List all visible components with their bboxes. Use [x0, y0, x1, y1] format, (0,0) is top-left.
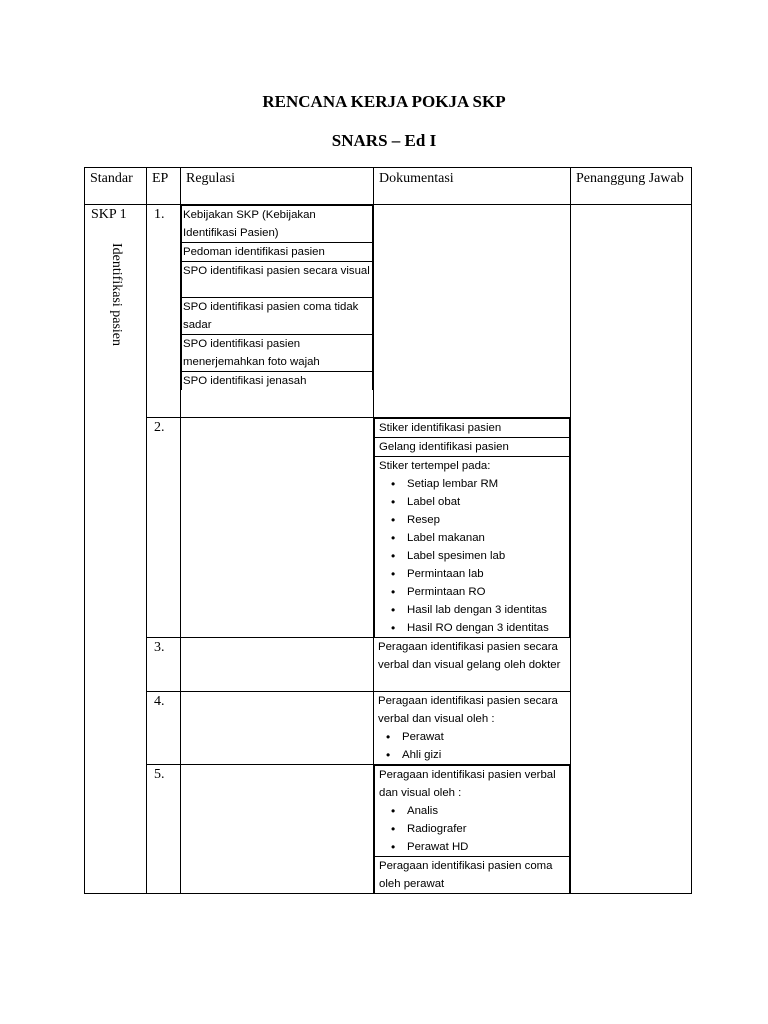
ep-number-cell: 3.: [147, 638, 181, 692]
dokumentasi-item: [375, 766, 570, 857]
table-header-row: [85, 168, 692, 205]
regulasi-item: SPO identifikasi jenasah: [182, 372, 373, 391]
regulasi-item: SPO identifikasi pasien secara visual: [182, 262, 373, 298]
regulasi-item: Pedoman identifikasi pasien: [182, 243, 373, 262]
dokumentasi-cell: [374, 692, 571, 765]
regulasi-cell: [181, 765, 374, 894]
header-penanggung-jawab: Penanggung Jawab: [571, 168, 692, 205]
regulasi-item: SPO identifikasi pasien coma tidak sadar: [182, 298, 373, 335]
penanggung-jawab-cell: [571, 205, 692, 894]
table-row: [85, 205, 692, 418]
standar-cell: [85, 205, 147, 894]
dokumentasi-text: Peragaan identifikasi pasien secara verbal dan visual oleh :: [378, 695, 558, 725]
dokumentasi-cell: [374, 205, 571, 418]
header-dokumentasi: Dokumentasi: [374, 168, 571, 205]
list-item: • Radiografer: [399, 820, 569, 838]
list-item: • Ahli gizi: [394, 746, 570, 764]
list-item: • Label obat: [399, 493, 569, 511]
list-item: • Resep: [399, 511, 569, 529]
standar-name: Identifikasi pasien: [109, 243, 124, 347]
list-item: • Hasil lab dengan 3 identitas: [399, 601, 569, 619]
regulasi-cell: [181, 638, 374, 692]
regulasi-item: SPO identifikasi pasien menerjemahkan foto wajah: [182, 335, 373, 372]
list-item: • Label spesimen lab: [399, 547, 569, 565]
list-item: • Perawat HD: [399, 838, 569, 856]
ep-number-cell: 2.: [147, 418, 181, 638]
dokumentasi-text: Peragaan identifikasi pasien secara verbal dan visual gelang oleh dokter: [378, 641, 561, 671]
list-item: • Hasil RO dengan 3 identitas: [399, 619, 569, 637]
standar-code: SKP 1: [91, 207, 127, 222]
document-subtitle: SNARS – Ed I: [331, 131, 437, 150]
regulasi-cell: [181, 205, 374, 418]
ep-number-cell: 5.: [147, 765, 181, 894]
regulasi-cell: [181, 692, 374, 765]
header-regulasi: Regulasi: [181, 168, 374, 205]
dokumentasi-text: Stiker tertempel pada:: [379, 460, 491, 472]
dokumentasi-cell: [374, 418, 571, 638]
header-ep: EP: [147, 168, 181, 205]
regulasi-item: Kebijakan SKP (Kebijakan Identifikasi Pasien): [182, 206, 373, 243]
document-title: RENCANA KERJA POKJA SKP: [262, 92, 506, 111]
ep-number-cell: 4.: [147, 692, 181, 765]
list-item: • Permintaan RO: [399, 583, 569, 601]
dokumentasi-cell: [374, 638, 571, 692]
regulasi-cell: [181, 418, 374, 638]
list-item: • Perawat: [394, 728, 570, 746]
list-item: • Analis: [399, 802, 569, 820]
dokumentasi-item: [375, 457, 570, 638]
dokumentasi-cell: [374, 765, 571, 894]
list-item: • Permintaan lab: [399, 565, 569, 583]
ep-number-cell: 1.: [147, 205, 181, 418]
work-plan-table: [84, 167, 692, 894]
dokumentasi-item: Gelang identifikasi pasien: [375, 438, 570, 457]
dokumentasi-text: Peragaan identifikasi pasien verbal dan visual oleh :: [379, 769, 556, 799]
dokumentasi-item: Stiker identifikasi pasien: [375, 419, 570, 438]
list-item: • Setiap lembar RM: [399, 475, 569, 493]
header-standar: Standar: [85, 168, 147, 205]
dokumentasi-item: Peragaan identifikasi pasien coma oleh perawat: [375, 857, 570, 894]
list-item: • Label makanan: [399, 529, 569, 547]
